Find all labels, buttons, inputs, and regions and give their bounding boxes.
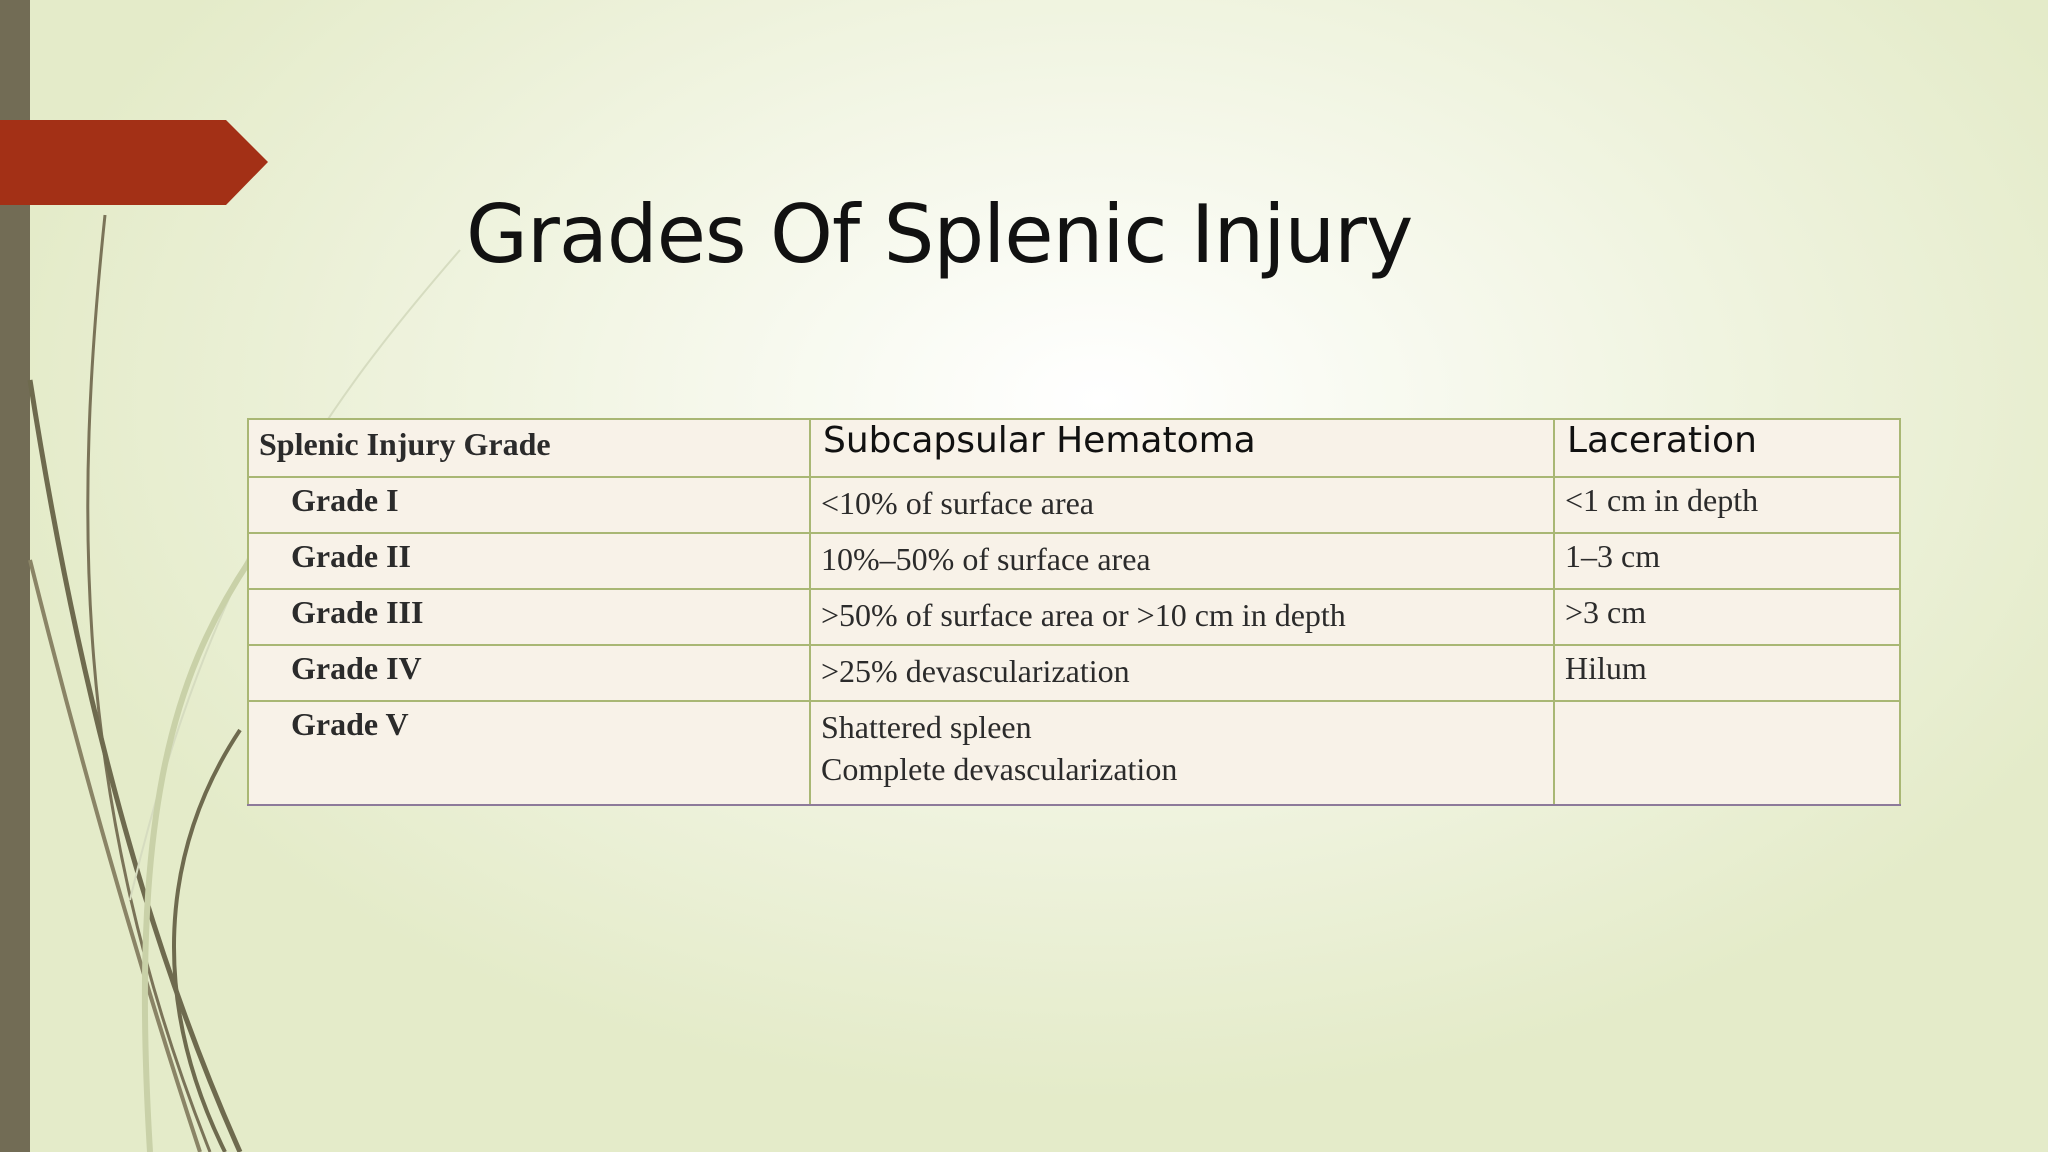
hematoma-text: Complete devascularization: [821, 751, 1178, 787]
laceration-cell: 1–3 cm: [1554, 533, 1900, 589]
hematoma-text: >50% of surface area or >10 cm in depth: [821, 597, 1346, 633]
grade-cell: Grade V: [248, 701, 810, 805]
table-row: [248, 477, 1900, 533]
hematoma-cell: [810, 589, 1554, 645]
grade-cell: Grade IV: [248, 645, 810, 701]
table-row: [248, 533, 1900, 589]
header-grade: Splenic Injury Grade: [248, 419, 810, 477]
header-subcapsular-hematoma: Subcapsular Hematoma: [810, 419, 1554, 477]
laceration-cell: <1 cm in depth: [1554, 477, 1900, 533]
hematoma-text: <10% of surface area: [821, 485, 1094, 521]
laceration-cell: Hilum: [1554, 645, 1900, 701]
table-row: [248, 589, 1900, 645]
grade-cell: Grade III: [248, 589, 810, 645]
splenic-injury-grade-table: [247, 418, 1901, 806]
grade-cell: Grade II: [248, 533, 810, 589]
grade-cell: Grade I: [248, 477, 810, 533]
hematoma-cell: [810, 477, 1554, 533]
hematoma-text: Shattered spleen: [821, 709, 1032, 745]
header-laceration: Laceration: [1554, 419, 1900, 477]
laceration-cell: [1554, 701, 1900, 805]
table-row: [248, 645, 1900, 701]
hematoma-cell: [810, 701, 1554, 805]
hematoma-text: 10%–50% of surface area: [821, 541, 1151, 577]
table-header-row: [248, 419, 1900, 477]
table-row: [248, 701, 1900, 805]
hematoma-text: >25% devascularization: [821, 653, 1130, 689]
laceration-cell: >3 cm: [1554, 589, 1900, 645]
red-arrow-shape: [0, 120, 268, 205]
slide-title: Grades Of Splenic Injury: [466, 188, 1413, 281]
hematoma-cell: [810, 645, 1554, 701]
hematoma-cell: [810, 533, 1554, 589]
